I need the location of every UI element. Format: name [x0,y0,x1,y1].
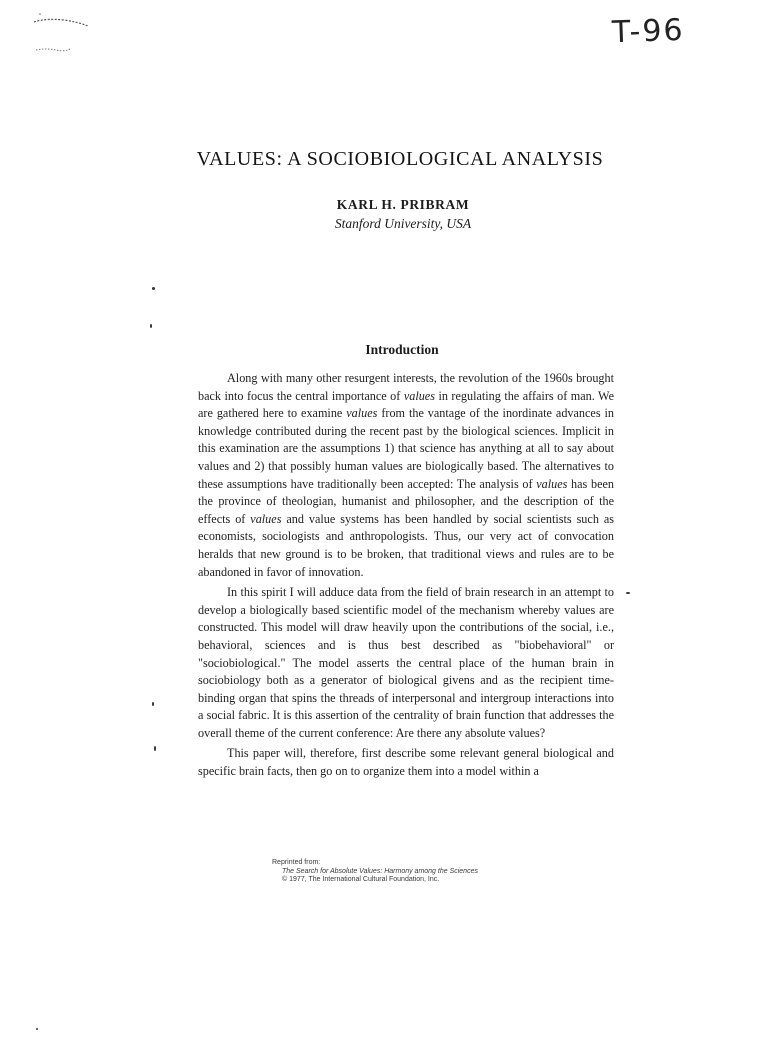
reprint-label: Reprinted from: [272,859,321,866]
emphasis-text: values [403,388,435,403]
emphasis-text: values [536,476,568,491]
scan-speck [154,746,156,751]
paragraph-text: and value systems has been handled by social scientists such as economists, sociologists and anthropologists. Thus, our very act of convocation heralds that new ground is to be broken, that traditional views and rules are to be abandoned in favor of innovation. [198,511,615,579]
body-paragraph [198,370,614,581]
scan-speck [36,1028,38,1030]
reprint-copyright: © 1977, The International Cultural Foundation, Inc. [282,876,440,883]
body-paragraph [198,745,614,780]
paragraph-text: in regulating the affairs of man. We are gathered here to examine [198,388,614,421]
handwritten-annotation: T-96 [611,12,686,51]
reprint-notice [272,859,572,885]
paragraph-text: Along with many other resurgent interests, the revolution of the 1960s brought back into focus the central importance of [198,371,614,403]
paragraph-text: has been the province of theologian, humanist and philosopher, and the description of the effects of [198,476,614,526]
paragraph-text: This paper will, therefore, first describe some relevant general biological and specific brain facts, then go on to organize them into a model within a [198,746,614,779]
author-name: KARL H. PRIBRAM [336,197,470,212]
body-text [198,370,614,784]
reprint-source: The Search for Absolute Values: Harmony among the Sciences [282,867,478,875]
scan-speck [152,702,154,706]
scan-artifact [30,12,100,62]
emphasis-text: values [250,511,282,526]
paragraph-text: from the vantage of the inordinate advances in knowledge contributed during the recent past by the biological sciences. Implicit in this examination are the assumptions 1) that science has anything at all to say about values and 2) that possibly human values are biologically based. The alternatives to these assumptions have traditionally been accepted: The analysis of [198,406,614,491]
scan-speck [152,287,155,290]
body-paragraph [198,584,614,742]
paragraph-text: In this spirit I will adduce data from the field of brain research in an attempt to develop a biologically based scientific model of the mechanism whereby values are constructed. This model will draw heavily upon the contributions of the social, i.e., behavioral, sciences and is thus best described as "biobehavioral" or "sociobiological." The model asserts the central place of the human brain in sociobiology both as a generator of biological givens and as the recipient time-binding organ that spins the threads of interpersonal and intergroup interactions into a social fabric. It is this assertion of the centrality of brain function that addresses the overall theme of the current conference: Are there any absolute values? [198,585,614,740]
scan-speck [626,592,630,594]
paper-title: VALUES: A SOCIOBIOLOGICAL ANALYSIS [196,148,604,170]
author-affiliation: Stanford University, USA [334,216,472,231]
emphasis-text: values [346,406,378,421]
scan-speck [150,324,152,328]
section-heading: Introduction [365,342,439,357]
